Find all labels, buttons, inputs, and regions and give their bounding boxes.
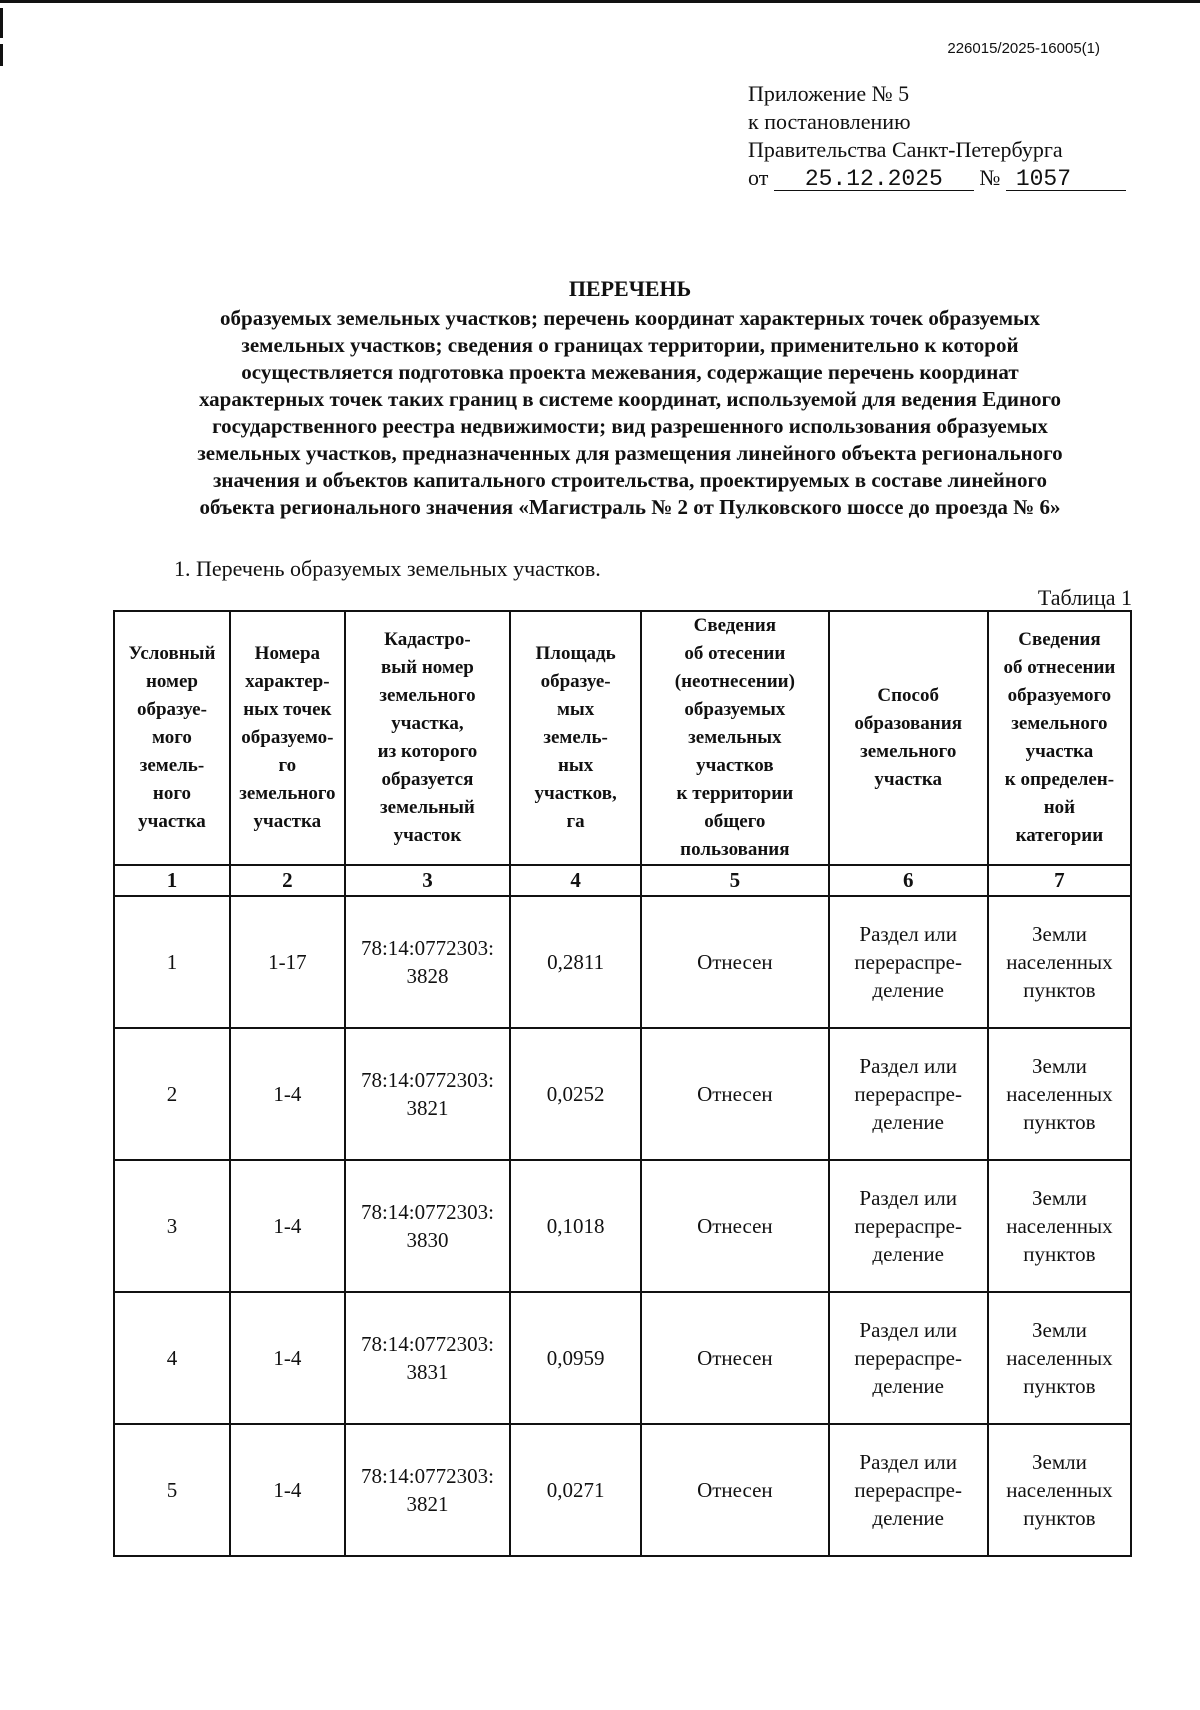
document-title: ПЕРЕЧЕНЬ (568, 276, 692, 301)
header-text-line: Площадь (535, 643, 616, 664)
header-text-line: образуется (381, 769, 474, 790)
header-text-line: об отнесении (1003, 657, 1116, 678)
column-number: 1 (114, 865, 230, 896)
header-text-line: участка (874, 769, 943, 790)
annex-line-3: Правительства Санкт-Петербурга (748, 137, 1063, 162)
header-text-line: ного (152, 783, 191, 804)
table-row (114, 1292, 1131, 1424)
annex-line-2: к постановлению (748, 109, 911, 134)
header-text-line: Кадастро- (384, 629, 471, 650)
column-number: 7 (988, 865, 1131, 896)
cell-area (510, 1160, 641, 1292)
cell-area (510, 1424, 641, 1556)
table-caption: Таблица 1 (1037, 585, 1132, 610)
cell-text-line: деление (872, 1242, 944, 1266)
column-header-4 (510, 611, 641, 865)
cell-formation-method (829, 1028, 988, 1160)
cell-attribution (641, 896, 828, 1028)
cell-text-line: 0,1018 (546, 1214, 605, 1238)
column-number: 5 (641, 865, 828, 896)
header-text-line: земельного (239, 783, 336, 804)
header-text-line: образуе- (136, 699, 207, 720)
cell-text-line: перераспре- (854, 1082, 962, 1106)
header-text-line: образуе- (540, 671, 611, 692)
column-number: 6 (829, 865, 988, 896)
column-header-3 (345, 611, 510, 865)
cell-point-numbers (230, 896, 345, 1028)
cell-text-line: 1-4 (273, 1214, 302, 1238)
cell-text-line: деление (872, 978, 944, 1002)
subtitle-line: объекта регионального значения «Магистраль № 2 от Пулковского шоссе до проезда № 6» (199, 495, 1061, 519)
cell-text-line: Раздел или (859, 1054, 957, 1078)
cell-attribution (641, 1160, 828, 1292)
column-header-2 (230, 611, 345, 865)
cell-text-line: Земли (1031, 1054, 1087, 1078)
header-text-line: к территории (676, 783, 794, 804)
cell-text-line: деление (872, 1374, 944, 1398)
header-text-line: земельного (1011, 713, 1108, 734)
cell-text-line: пунктов (1023, 1374, 1096, 1398)
column-number: 4 (510, 865, 641, 896)
cell-cadastral-number (345, 1292, 510, 1424)
table-row (114, 896, 1131, 1028)
header-text-line: мого (152, 727, 192, 748)
cell-cadastral-number (345, 1160, 510, 1292)
cell-text-line: 1 (166, 950, 178, 974)
table-body (114, 896, 1131, 1556)
cell-text-line: 3830 (406, 1228, 449, 1252)
column-header-5 (641, 611, 828, 865)
cell-attribution (641, 1028, 828, 1160)
column-number-row (114, 865, 1131, 896)
header-text-line: земель- (139, 755, 205, 776)
table-row (114, 1160, 1131, 1292)
header-text-line: категории (1015, 825, 1104, 846)
scan-edge-mark (0, 44, 3, 66)
cell-text-line: 0,0959 (546, 1346, 605, 1370)
cell-text-line: Раздел или (859, 922, 957, 946)
cell-text-line: 1-4 (273, 1082, 302, 1106)
cell-text-line: пунктов (1023, 1242, 1096, 1266)
cell-land-category (988, 1292, 1131, 1424)
cell-point-numbers (230, 1160, 345, 1292)
cell-text-line: перераспре- (854, 1346, 962, 1370)
header-text-line: участок (393, 825, 462, 846)
cell-text-line: 0,0252 (546, 1082, 605, 1106)
annex-date-line (748, 164, 1126, 192)
cell-text-line: 2 (166, 1082, 178, 1106)
cell-formation-method (829, 1160, 988, 1292)
header-text-line: участков, (534, 783, 617, 804)
header-text-line: земельных (688, 727, 782, 748)
cell-text-line: 78:14:0772303: (360, 1332, 494, 1356)
cell-land-category (988, 896, 1131, 1028)
header-text-line: характер- (245, 671, 330, 692)
number-prefix: № (979, 165, 1001, 190)
cell-text-line: пунктов (1023, 978, 1096, 1002)
header-text-line: к определен- (1004, 769, 1115, 790)
cell-land-category (988, 1424, 1131, 1556)
cell-text-line: Отнесен (697, 1214, 773, 1238)
cell-conditional-number (114, 1028, 230, 1160)
cell-text-line: Раздел или (859, 1318, 957, 1342)
cell-text-line: Земли (1031, 1186, 1087, 1210)
cell-formation-method (829, 896, 988, 1028)
cell-text-line: 3828 (406, 964, 449, 988)
cell-attribution (641, 1292, 828, 1424)
header-text-line: га (566, 811, 585, 832)
subtitle-line: земельных участков, предназначенных для размещения линейного объекта регионального (197, 441, 1063, 465)
header-text-line: земельного (379, 685, 476, 706)
header-text-line: участков (696, 755, 774, 776)
cell-text-line: населенных (1006, 1346, 1113, 1370)
scan-edge-mark (0, 8, 3, 38)
header-text-line: вый номер (381, 657, 474, 678)
date-prefix: от (748, 165, 769, 190)
cell-land-category (988, 1028, 1131, 1160)
subtitle-line: характерных точек таких границ в системе координат, используемой для ведения Единого (198, 387, 1062, 411)
header-text-line: Способ (877, 685, 939, 706)
document-registration-code: 226015/2025-16005(1) (947, 40, 1100, 57)
column-number: 3 (345, 865, 510, 896)
header-text-line: Номера (254, 643, 321, 664)
header-text-line: участка (138, 811, 206, 832)
cell-point-numbers (230, 1424, 345, 1556)
resolution-number: 1057 (1006, 168, 1126, 191)
cell-text-line: перераспре- (854, 1214, 962, 1238)
column-header-7 (988, 611, 1131, 865)
cell-conditional-number (114, 896, 230, 1028)
cell-text-line: Земли (1031, 1318, 1087, 1342)
cell-text-line: 78:14:0772303: (360, 1464, 494, 1488)
cell-area (510, 896, 641, 1028)
header-text-line: мых (556, 699, 595, 720)
subtitle-line: образуемых земельных участков; перечень координат характерных точек образуемых (220, 306, 1040, 330)
header-text-line: участка, (391, 713, 464, 734)
header-text-line: образования (854, 713, 962, 734)
header-text-line: ных (557, 755, 594, 776)
header-text-line: образуемо- (241, 727, 334, 748)
header-text-line: образуемых (684, 699, 786, 720)
cell-text-line: 4 (166, 1346, 178, 1370)
cell-text-line: деление (872, 1110, 944, 1134)
cell-point-numbers (230, 1292, 345, 1424)
cell-text-line: 1-17 (268, 950, 307, 974)
header-text-line: пользования (680, 839, 790, 860)
header-text-line: (неотнесении) (674, 671, 795, 692)
cell-cadastral-number (345, 896, 510, 1028)
cell-text-line: Отнесен (697, 1082, 773, 1106)
cell-text-line: деление (872, 1506, 944, 1530)
land-plots-table (113, 610, 1132, 1557)
column-header-1 (114, 611, 230, 865)
header-text-line: земельный (380, 797, 475, 818)
header-text-line: образуемого (1007, 685, 1112, 706)
document-subtitle (120, 305, 1140, 521)
table-header-row (114, 611, 1131, 865)
header-text-line: участка (253, 811, 322, 832)
cell-text-line: 5 (166, 1478, 178, 1502)
cell-text-line: Земли (1031, 1450, 1087, 1474)
header-text-line: Сведения (1018, 629, 1101, 650)
cell-text-line: населенных (1006, 1082, 1113, 1106)
cell-text-line: перераспре- (854, 1478, 962, 1502)
cell-conditional-number (114, 1424, 230, 1556)
cell-formation-method (829, 1424, 988, 1556)
top-scan-border (0, 0, 1200, 3)
subtitle-line: осуществляется подготовка проекта межевания, содержащие перечень координат (241, 360, 1019, 384)
header-text-line: земельного (860, 741, 957, 762)
header-text-line: участка (1025, 741, 1094, 762)
cell-text-line: 78:14:0772303: (360, 1200, 494, 1224)
header-text-line: ной (1043, 797, 1076, 818)
cell-text-line: 3821 (406, 1492, 449, 1516)
cell-text-line: Отнесен (697, 1478, 773, 1502)
cell-text-line: Отнесен (697, 1346, 773, 1370)
cell-text-line: 78:14:0772303: (360, 1068, 494, 1092)
header-text-line: об отесении (684, 643, 786, 664)
cell-text-line: Раздел или (859, 1450, 957, 1474)
cell-text-line: 0,0271 (546, 1478, 605, 1502)
table-row (114, 1424, 1131, 1556)
cell-attribution (641, 1424, 828, 1556)
header-text-line: го (278, 755, 297, 776)
header-text-line: Сведения (693, 615, 777, 636)
column-number: 2 (230, 865, 345, 896)
annex-block (748, 80, 1126, 192)
cell-conditional-number (114, 1160, 230, 1292)
cell-text-line: населенных (1006, 1214, 1113, 1238)
cell-cadastral-number (345, 1028, 510, 1160)
header-text-line: Условный (128, 643, 216, 664)
subtitle-line: значения и объектов капитального строительства, проектируемых в составе линейного (212, 468, 1048, 492)
header-text-line: номер (145, 671, 198, 692)
header-text-line: ных точек (243, 699, 332, 720)
cell-text-line: 0,2811 (547, 950, 605, 974)
subtitle-line: государственного реестра недвижимости; вид разрешенного использования образуемых (212, 414, 1048, 438)
table-row (114, 1028, 1131, 1160)
cell-text-line: Земли (1031, 922, 1087, 946)
cell-text-line: 1-4 (273, 1346, 302, 1370)
header-text-line: земель- (543, 727, 608, 748)
cell-point-numbers (230, 1028, 345, 1160)
cell-text-line: Раздел или (859, 1186, 957, 1210)
cell-text-line: 3821 (406, 1096, 449, 1120)
cell-text-line: населенных (1006, 950, 1113, 974)
header-text-line: общего (704, 811, 766, 832)
cell-conditional-number (114, 1292, 230, 1424)
cell-cadastral-number (345, 1424, 510, 1556)
cell-area (510, 1292, 641, 1424)
subtitle-line: земельных участков; сведения о границах территории, применительно к которой (241, 333, 1019, 357)
annex-line-1: Приложение № 5 (748, 81, 910, 106)
cell-text-line: пунктов (1023, 1506, 1096, 1530)
column-header-6 (829, 611, 988, 865)
cell-text-line: пунктов (1023, 1110, 1096, 1134)
cell-text-line: 3831 (406, 1360, 449, 1384)
cell-text-line: населенных (1006, 1478, 1113, 1502)
cell-text-line: 78:14:0772303: (360, 936, 494, 960)
header-text-line: из которого (377, 741, 478, 762)
cell-text-line: перераспре- (854, 950, 962, 974)
cell-formation-method (829, 1292, 988, 1424)
section-heading: 1. Перечень образуемых земельных участков. (174, 556, 601, 581)
cell-text-line: 1-4 (273, 1478, 302, 1502)
cell-area (510, 1028, 641, 1160)
resolution-date: 25.12.2025 (774, 168, 974, 191)
cell-text-line: Отнесен (697, 950, 773, 974)
cell-land-category (988, 1160, 1131, 1292)
cell-text-line: 3 (166, 1214, 178, 1238)
